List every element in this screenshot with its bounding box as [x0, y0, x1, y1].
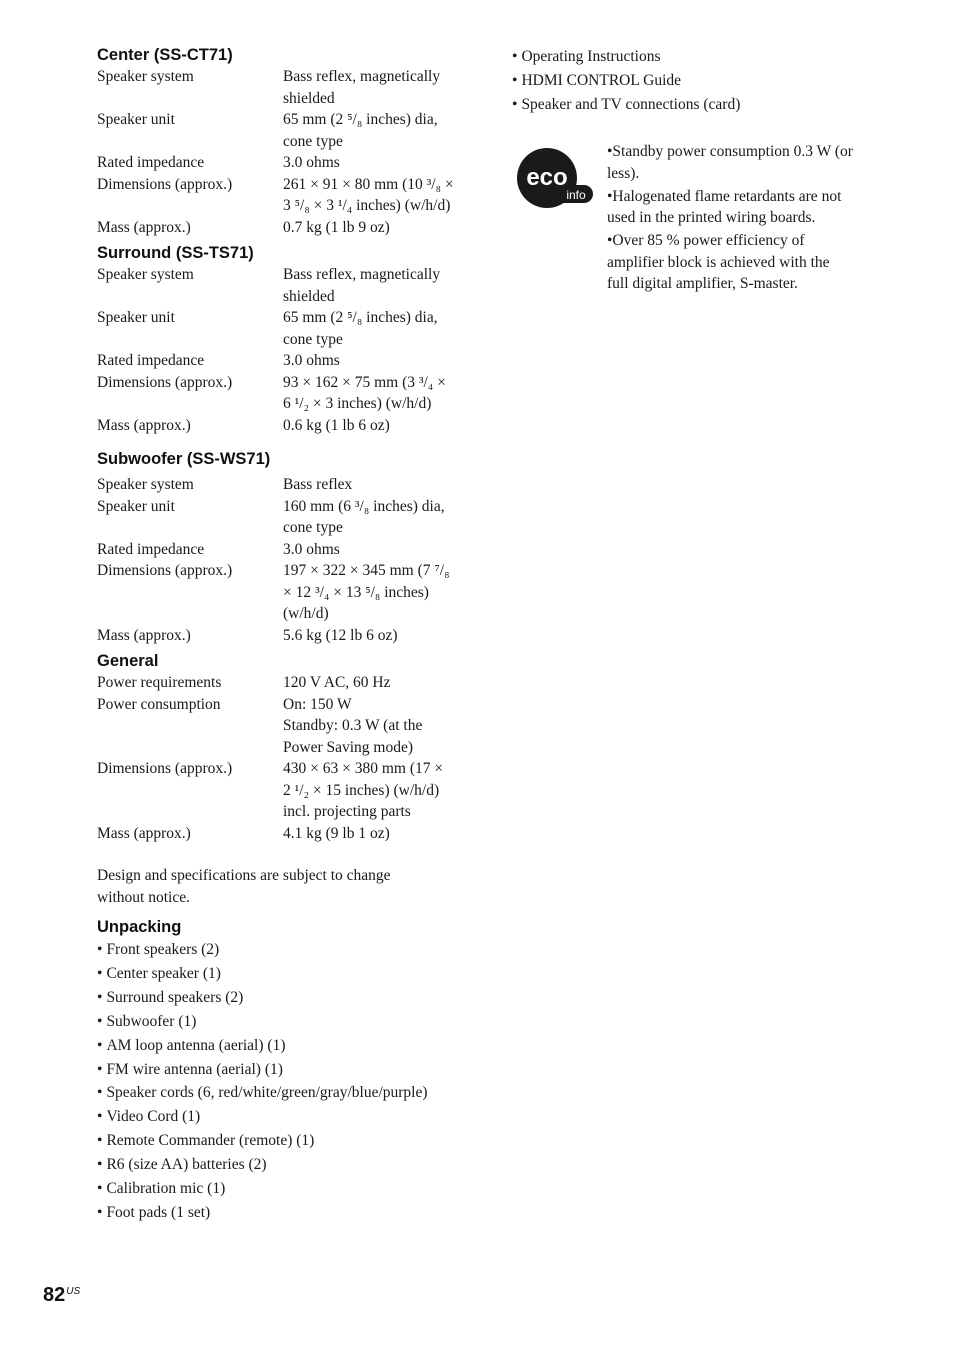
eco-info-logo — [517, 147, 593, 209]
eco-item: •Halogenated flame retardants are not used in the printed wiring boards. — [607, 187, 842, 226]
spec-value: 430 × 63 × 380 mm (17 × 2 ¹/₂ × 15 inches) (w/h/d) incl. projecting parts — [283, 760, 444, 820]
spec-value: 65 mm (2 ⁵/₈ inches) dia, cone type — [283, 111, 438, 150]
spec-table-subwoofer — [97, 474, 477, 646]
page-number: $82^{US}$ — [43, 1284, 81, 1306]
list-item: • FM wire antenna (aerial) (1) — [97, 1060, 283, 1078]
list-item: • Calibration mic (1) — [97, 1180, 226, 1198]
list-item: • Remote Commander (remote) (1) — [97, 1132, 315, 1150]
spec-label: Dimensions (approx.) — [97, 760, 233, 777]
list-item: • Speaker cords (6, red/white/green/gray/blue/purple) — [97, 1084, 428, 1102]
list-item: • Foot pads (1 set) — [97, 1203, 211, 1221]
spec-value: 120 V AC, 60 Hz — [283, 674, 391, 691]
spec-value: Bass reflex — [283, 476, 353, 493]
spec-label: Power requirements — [97, 674, 222, 691]
list-item: • Front speakers (2) — [97, 941, 220, 958]
right-column — [512, 45, 912, 117]
spec-value: 3.0 ohms — [283, 352, 340, 369]
spec-label: Speaker system — [97, 476, 194, 493]
spec-value: 0.7 kg (1 lb 9 oz) — [283, 218, 390, 236]
spec-value: 93 × 162 × 75 mm (3 ³/₄ × 6 ¹/₂ × 3 inches) (w/h/d) — [283, 373, 446, 412]
spec-table-center — [97, 66, 477, 238]
list-item: • Subwoofer (1) — [97, 1012, 197, 1030]
section-heading-center: Center (SS-CT71) — [97, 46, 233, 64]
spec-value: 4.1 kg (9 lb 1 oz) — [283, 824, 390, 842]
unpacking-list — [97, 938, 477, 1225]
spec-value: 3.0 ohms — [283, 154, 340, 171]
spec-value: 160 mm (6 ³/₈ inches) dia, cone type — [283, 497, 445, 536]
list-item: • R6 (size AA) batteries (2) — [97, 1156, 267, 1174]
spec-label: Mass (approx.) — [97, 626, 191, 644]
spec-label: Dimensions (approx.) — [97, 562, 233, 579]
spec-value: Bass reflex, magnetically shielded — [283, 266, 441, 305]
spec-label: Power consumption — [97, 695, 221, 713]
section-heading-unpacking: Unpacking — [97, 918, 182, 936]
eco-logo-sub: info — [566, 188, 586, 202]
eco-logo-word: eco — [526, 164, 568, 191]
section-heading-surround: Surround (SS-TS71) — [97, 244, 254, 262]
spec-label: Speaker system — [97, 68, 194, 85]
list-item: • Surround speakers (2) — [97, 988, 244, 1006]
eco-item: •Standby power consumption 0.3 W (or less). — [607, 143, 853, 182]
section-heading-general: General — [97, 652, 159, 670]
spec-label: Mass (approx.) — [97, 218, 191, 236]
spec-label: Speaker unit — [97, 497, 175, 515]
eco-item: •Over 85 % power efficiency of amplifier block is achieved with the full digital amplifier, S-master. — [607, 232, 830, 292]
spec-label: Rated impedance — [97, 154, 205, 171]
spec-value: 5.6 kg (12 lb 6 oz) — [283, 626, 398, 644]
list-item: • Video Cord (1) — [97, 1108, 201, 1126]
spec-value: 197 × 322 × 345 mm (7 ⁷/₈ × 12 ³/₄ × 13 ⁵/₈ inches) (w/h/d) — [283, 562, 450, 622]
left-column — [97, 44, 477, 1225]
spec-table-surround — [97, 264, 477, 436]
list-item: • HDMI CONTROL Guide — [512, 72, 682, 89]
spec-table-general — [97, 672, 477, 844]
list-item: • AM loop antenna (aerial) (1) — [97, 1036, 286, 1054]
spec-value: 0.6 kg (1 lb 6 oz) — [283, 416, 390, 434]
spec-value: On: 150 W Standby: 0.3 W (at the Power Saving mode) — [283, 695, 423, 756]
list-item: • Speaker and TV connections (card) — [512, 96, 741, 113]
spec-label: Dimensions (approx.) — [97, 373, 233, 391]
spec-label: Mass (approx.) — [97, 416, 191, 434]
spec-label: Rated impedance — [97, 540, 205, 558]
spec-value: Bass reflex, magnetically shielded — [283, 68, 441, 107]
section-heading-subwoofer: Subwoofer (SS-WS71) — [97, 450, 271, 468]
spec-value: 3.0 ohms — [283, 540, 340, 558]
spec-label: Rated impedance — [97, 352, 205, 369]
spec-value: 261 × 91 × 80 mm (10 ³/₈ × 3 ⁵/₈ × 3 ¹/₄ inches) (w/h/d) — [283, 175, 454, 214]
list-item: • Operating Instructions — [512, 48, 661, 65]
spec-label: Mass (approx.) — [97, 824, 191, 842]
spec-value: 65 mm (2 ⁵/₈ inches) dia, cone type — [283, 309, 438, 348]
spec-label: Speaker system — [97, 266, 194, 283]
page-number-suffix: US — [66, 1286, 81, 1297]
eco-info-list — [607, 141, 897, 296]
list-item: • Center speaker (1) — [97, 964, 221, 982]
specification-notice: Design and specifications are subject to change without notice. — [97, 867, 391, 906]
spec-label: Speaker unit — [97, 111, 175, 128]
spec-label: Dimensions (approx.) — [97, 175, 233, 193]
spec-label: Speaker unit — [97, 309, 175, 326]
